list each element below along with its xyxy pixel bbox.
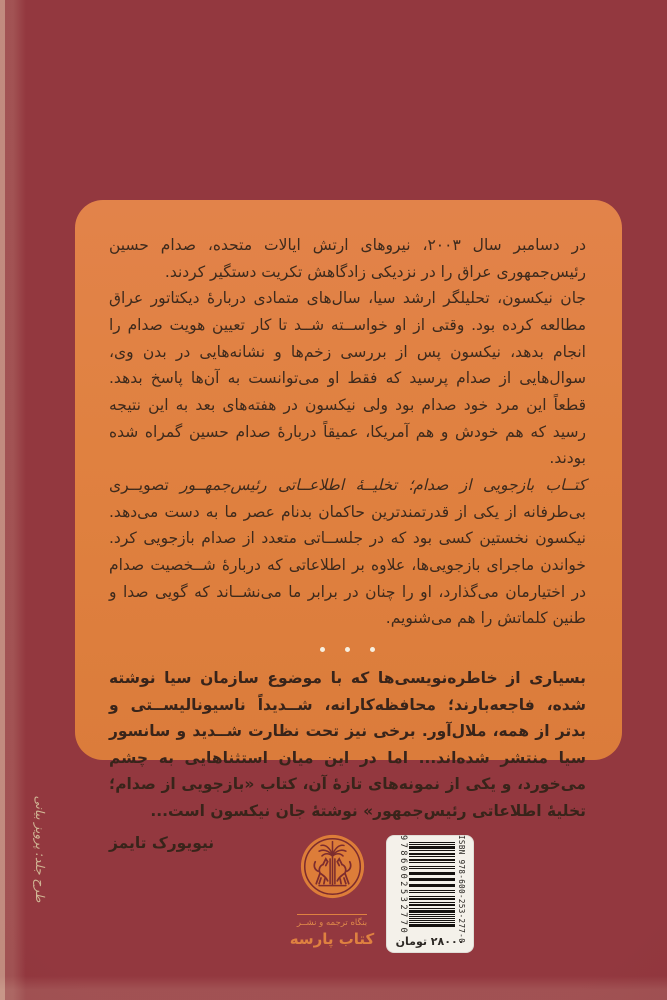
barcode-sticker xyxy=(386,835,474,953)
publisher-logo xyxy=(287,833,377,948)
publisher-emblem-icon xyxy=(299,833,366,900)
barcode-bars xyxy=(409,842,455,928)
price-label: ۲۸۰۰۰ تومان xyxy=(395,935,465,948)
synopsis-paragraph-capture: در دسامبر سال ۲۰۰۳، نیروهای ارتش ایالات متحده، صدام حسین رئیس‌جمهوری عراق را در نزدیکی زادگاهش تکریت دستگیر کردند. xyxy=(109,236,586,281)
separator-dot xyxy=(370,647,375,652)
review-quote: بسیاری از خاطره‌نویسی‌ها که با موضوع سازمان سیا نوشته شده، فاجعه‌بارند؛ محافظه‌کارانه، شــدیداً ناسیونالیســتی و بدتر از همه، ملال‌آور. برخی نیز تحت نظارت شــدید و سانسور سیا منتشر شده‌اند... اما در این میان استثناهایی به چشم می‌خورد، و یکی از نمونه‌های تازهٔ آن، کتاب «بازجویی از صدام؛ تخلیهٔ اطلاعاتی رئیس‌جمهور» نوشتهٔ جان نیکسون است... xyxy=(109,668,586,821)
synopsis-panel xyxy=(75,200,622,852)
synopsis-paragraph-book xyxy=(109,472,586,632)
separator-dots xyxy=(109,647,586,652)
publisher-tagline: بنگاه ترجمه و نشــر xyxy=(297,914,367,928)
separator-dot xyxy=(320,647,325,652)
barcode-digits: 9786002532770 xyxy=(398,835,408,936)
synopsis-paragraph-book-rest: تصویــری بی‌طرفانه از یکی از قدرتمندترین حاکمان بدنام عصر ما به دست می‌دهد. نیکسون نخستین کسی بود که در جلســاتی متعدد از صدام بازجویی کرد. خواندن ماجرای بازجویی‌ها، علاوه بر اطلاعاتی که دربارهٔ شــخصیت صدام در اختیارمان می‌گذارد، او را چنان در برابر ما می‌نشــاند که گویی صدا و طنین کلماتش را هم می‌شنویم. xyxy=(109,475,586,628)
synopsis-paragraph-nixon: جان نیکسون، تحلیلگر ارشد سیا، سال‌های متمادی دربارهٔ دیکتاتور عراق مطالعه کرده بود. وقتی از او خواســته شــد تا کار تعیین هویت صدام را انجام بدهد، نیکسون پس از بررسی زخم‌ها و نشانه‌هایی در بدن وی، سوال‌هایی از صدام پرسید که فقط او می‌توانست به آن‌ها پاسخ بدهد. قطعاً این مرد خود صدام بود ولی نیکسون در هفته‌های بعد به این نتیجه رسید که هم خودش و هم آمریکا، عمیقاً دربارهٔ صدام حسین گمراه شده بودند. xyxy=(109,289,586,468)
book-title-italic: کتــاب بازجویی از صدام؛ تخلیــهٔ اطلاعــاتی رئیس‌جمهــور xyxy=(180,475,586,494)
isbn-text: ISBN 978-600-253-277-0 xyxy=(457,835,466,944)
designer-signature: طرح جلد: پرویز بیانی xyxy=(33,795,47,903)
publisher-name: کتاب پارسه xyxy=(289,930,375,948)
separator-dot xyxy=(345,647,350,652)
review-source: نیویورک تایمز xyxy=(109,833,215,852)
